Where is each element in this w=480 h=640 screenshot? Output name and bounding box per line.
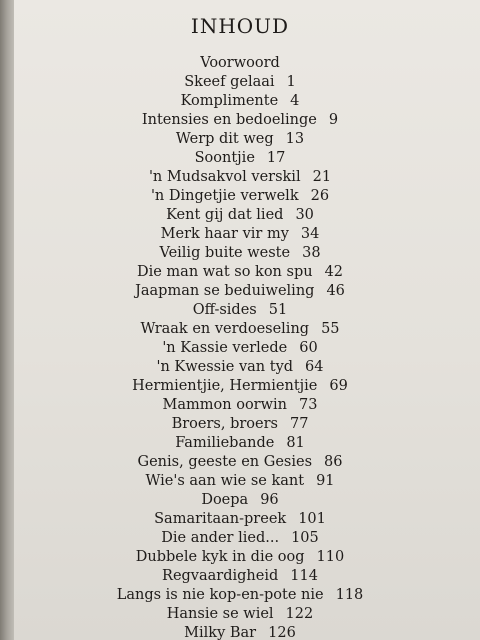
toc-entry-title: Doepa [201,492,249,508]
toc-entry [0,111,480,130]
toc-entry [0,206,480,225]
toc-entry-page-number: 21 [312,169,332,185]
toc-entry [0,567,480,586]
toc-entry [0,453,480,472]
toc-entry-title: 'n Mudsakvol verskil [148,169,301,185]
toc-entry [0,339,480,358]
toc-entry-page-number: 86 [324,454,343,470]
page-heading: INHOUD [190,14,290,38]
toc-entry-page-number: 101 [298,511,326,527]
toc-entry-title: Broers, broers [171,416,278,432]
toc-entry-page-number: 73 [299,397,318,413]
toc-entry-title: Veilig buite weste [159,245,291,261]
toc-entry [0,605,480,624]
toc-entry-title: Dubbele kyk in die oog [135,549,305,565]
toc-entry-page-number: 1 [286,74,296,90]
toc-entry-title: Familiebande [175,435,275,451]
toc-entry [0,54,480,73]
toc-entry [0,320,480,339]
toc-entry [0,225,480,244]
toc-entry [0,434,480,453]
toc-entry [0,187,480,206]
toc-entry [0,586,480,605]
toc-entry-page-number: 96 [260,492,279,508]
toc-entry [0,149,480,168]
toc-entry [0,377,480,396]
toc-entry [0,415,480,434]
toc-entry [0,92,480,111]
toc-entry-title: Hermientjie, Hermientjie [132,378,318,394]
toc-entry-title: Mammon oorwin [162,397,287,413]
toc-entry-page-number: 13 [285,131,305,147]
toc-entry-page-number: 30 [295,207,314,223]
toc-entry-title: Kent gij dat lied [166,207,284,223]
toc-entry-page-number: 81 [286,435,305,451]
toc-entry-title: Genis, geeste en Gesies [137,454,313,470]
toc-entry-page-number: 114 [290,568,318,584]
toc-entry-title: Werp dit weg [175,131,274,147]
toc-entry-title: Wraak en verdoeseling [140,321,310,337]
toc-entry-page-number: 46 [326,283,345,299]
toc-entry-title: Samaritaan-preek [154,511,287,527]
toc-entry-page-number: 42 [324,264,344,280]
toc-entry-page-number: 17 [266,150,286,166]
toc-entry-title: Off-sides [192,302,257,318]
toc-entry [0,282,480,301]
toc-entry-page-number: 122 [285,606,314,622]
toc-entry-title: Merk haar vir my [160,226,289,242]
toc-entry [0,301,480,320]
toc-entry-page-number: 91 [316,473,335,489]
toc-entry [0,529,480,548]
toc-entry-page-number: 69 [329,378,348,394]
toc-entry [0,510,480,529]
toc-entry [0,73,480,92]
table-of-contents [0,54,480,640]
toc-entry [0,263,480,282]
toc-entry-title: 'n Kwessie van tyd [156,359,294,375]
toc-entry-page-number: 77 [289,416,309,432]
toc-entry-title: Komplimente [180,93,279,109]
toc-entry [0,396,480,415]
toc-entry-page-number: 51 [268,302,288,318]
toc-entry-page-number: 55 [321,321,340,337]
toc-entry-title: Soontjie [194,150,255,166]
toc-entry-title: Intensies en bedoelinge [141,112,317,128]
toc-entry [0,168,480,187]
toc-entry-title: 'n Kassie verlede [162,340,288,356]
toc-entry-title: Milky Bar [184,625,257,640]
toc-entry-page-number: 4 [290,93,300,109]
toc-entry [0,472,480,491]
toc-entry-page-number: 60 [299,340,318,356]
toc-entry-title: Jaapman se beduiweling [135,283,315,299]
toc-entry [0,358,480,377]
toc-entry [0,624,480,640]
toc-entry-title: Langs is nie kop-en-pote nie [116,587,324,603]
toc-entry-page-number: 9 [328,112,339,128]
toc-entry [0,244,480,263]
toc-entry [0,548,480,567]
toc-entry-title: 'n Dingetjie verwelk [150,188,299,204]
toc-entry-page-number: 26 [310,188,330,204]
toc-entry-title: Wie's aan wie se kant [145,473,305,489]
toc-entry-page-number: 64 [305,359,324,375]
toc-entry-page-number: 38 [302,245,321,261]
toc-entry-title: Regvaardigheid [162,568,279,584]
toc-entry-page-number: 34 [300,226,320,242]
toc-entry-title: Hansie se wiel [166,606,274,622]
toc-entry-page-number: 118 [335,587,364,603]
toc-entry-page-number: 126 [268,625,296,640]
toc-entry-page-number: 110 [316,549,345,565]
toc-entry [0,491,480,510]
toc-entry-title: Die man wat so kon spu [136,264,313,280]
toc-entry-title: Skeef gelaai [184,74,275,90]
toc-entry [0,130,480,149]
toc-entry-title: Voorwoord [200,55,280,71]
toc-entry-title: Die ander lied... [161,530,280,546]
toc-entry-page-number: 105 [291,530,319,546]
